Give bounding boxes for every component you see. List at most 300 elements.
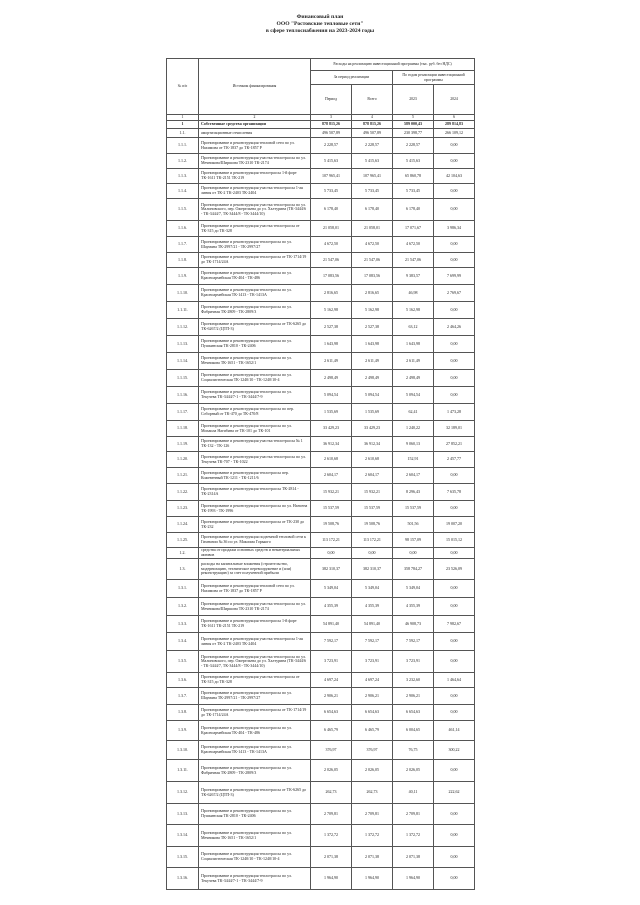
row-2024-value: 0,00 bbox=[434, 370, 475, 387]
row-source-name: Проектирование и реконструкция теплотрассы по пер. Соборный от ТК-470 до ТК-470/8 bbox=[199, 404, 311, 421]
row-number: 1.1.16. bbox=[167, 387, 199, 404]
row-2024-value: 0,00 bbox=[434, 353, 475, 370]
row-2024-value: 0,00 bbox=[434, 468, 475, 484]
table-row bbox=[167, 336, 475, 353]
row-period-value: 2 709,81 bbox=[311, 804, 352, 825]
table-row bbox=[167, 721, 475, 741]
row-2023-value: 358 784,27 bbox=[393, 559, 434, 580]
row-number: 1.1.23. bbox=[167, 501, 199, 517]
row-number: 1.3.10. bbox=[167, 741, 199, 760]
row-2023-value: 589 000,43 bbox=[393, 121, 434, 129]
row-period-value: 6 654,63 bbox=[311, 705, 352, 721]
row-2024-value: 7 635,78 bbox=[434, 484, 475, 501]
row-2023-value: 17 071,67 bbox=[393, 221, 434, 237]
row-period-value: 5 162,98 bbox=[311, 302, 352, 319]
row-number: 1.1.10. bbox=[167, 285, 199, 302]
row-number: 1.1.4. bbox=[167, 184, 199, 199]
row-number: 1.1.7. bbox=[167, 237, 199, 253]
row-period-value: 33 429,23 bbox=[311, 421, 352, 437]
row-total-value: 1 643,98 bbox=[352, 336, 393, 353]
row-number: 1.1.25. bbox=[167, 533, 199, 548]
row-total-value: 21 058,01 bbox=[352, 221, 393, 237]
document-title: Финансовый план bbox=[296, 14, 344, 20]
table-row bbox=[167, 501, 475, 517]
header-source: Источник финансирования bbox=[199, 59, 311, 115]
row-2024-value: 15 015,12 bbox=[434, 533, 475, 548]
row-2024-value: 0,00 bbox=[434, 237, 475, 253]
row-2024-value: 19 007,20 bbox=[434, 517, 475, 533]
row-total-value: 3 723,91 bbox=[352, 651, 393, 673]
row-2023-value: 9 383,57 bbox=[393, 268, 434, 285]
row-2023-value: 2 071,38 bbox=[393, 847, 434, 868]
row-total-value: 17 083,56 bbox=[352, 268, 393, 285]
row-total-value: 2 228,57 bbox=[352, 138, 393, 154]
row-number: 1.3.8. bbox=[167, 705, 199, 721]
table-body bbox=[167, 121, 475, 890]
row-source-name: Проектирование и реконструкция теплотрассы по ул. Социалистическая ТК-1240/10 - ТК-1240/10-4 bbox=[199, 370, 311, 387]
row-number: 1.3.7. bbox=[167, 688, 199, 705]
table-row bbox=[167, 533, 475, 548]
row-total-value: 2 071,38 bbox=[352, 847, 393, 868]
table-row bbox=[167, 598, 475, 616]
row-source-name: Проектирование и реконструкция теплотрассы по ул. Пушкинская ТК-2810 - ТК-2406 bbox=[199, 336, 311, 353]
table-row bbox=[167, 484, 475, 501]
row-period-value: 3 723,91 bbox=[311, 651, 352, 673]
row-2023-value: 2 906,21 bbox=[393, 688, 434, 705]
row-source-name: Проектирование и реконструкция теплотрассы по ул. Текучева ТК-3444/7-1 - ТК-3444/7-9 bbox=[199, 868, 311, 890]
row-period-value: 5 094,54 bbox=[311, 387, 352, 404]
row-total-value: 36 912,34 bbox=[352, 437, 393, 452]
row-source-name: Проектирование и реконструкция участка теплотрассы по ул. Малиновского, пер. Ожерельева до ул. Халтурина (ТК-3444/6 - ТК-3444/7, ТК-3444/8 - ТК-3444/10) bbox=[199, 651, 311, 673]
row-number: 1.1. bbox=[167, 129, 199, 138]
row-period-value: 0,00 bbox=[311, 548, 352, 559]
row-total-value: 1 372,72 bbox=[352, 825, 393, 847]
row-2023-value: 3 232,60 bbox=[393, 673, 434, 688]
table-row bbox=[167, 129, 475, 138]
row-total-value: 4 697,24 bbox=[352, 673, 393, 688]
row-period-value: 262,73 bbox=[311, 782, 352, 804]
row-number: 1.3.14. bbox=[167, 825, 199, 847]
row-total-value: 5 733,45 bbox=[352, 184, 393, 199]
row-2024-value: 7 982,67 bbox=[434, 616, 475, 633]
row-total-value: 7 592,17 bbox=[352, 633, 393, 651]
row-number: 1.1.14. bbox=[167, 353, 199, 370]
row-2023-value: 2 604,17 bbox=[393, 468, 434, 484]
row-number: 1.1.3. bbox=[167, 169, 199, 184]
row-period-value: 2 611,49 bbox=[311, 353, 352, 370]
table-row bbox=[167, 741, 475, 760]
row-period-value: 2 228,57 bbox=[311, 138, 352, 154]
table-row bbox=[167, 184, 475, 199]
table-row bbox=[167, 199, 475, 221]
row-2023-value: 7 592,17 bbox=[393, 633, 434, 651]
row-2024-value: 0,00 bbox=[434, 580, 475, 598]
row-2024-value: 27 852,21 bbox=[434, 437, 475, 452]
row-2023-value: 76,75 bbox=[393, 741, 434, 760]
row-total-value: 15 537,59 bbox=[352, 501, 393, 517]
row-source-name: Проектирование и реконструкция участка теплотрассы от ТК-315 до ТК-328 bbox=[199, 673, 311, 688]
table-row bbox=[167, 421, 475, 437]
table-row bbox=[167, 825, 475, 847]
row-total-value: 2 527,38 bbox=[352, 319, 393, 336]
column-index: 6 bbox=[434, 115, 475, 121]
row-number: 1.3.1. bbox=[167, 580, 199, 598]
row-2024-value: 0,00 bbox=[434, 847, 475, 868]
table-row bbox=[167, 169, 475, 184]
row-total-value: 5 094,54 bbox=[352, 387, 393, 404]
row-2023-value: 2 498,49 bbox=[393, 370, 434, 387]
row-number: 1.3.5. bbox=[167, 651, 199, 673]
header-year-2024: 2024 bbox=[434, 85, 475, 115]
row-2024-value: 23 526,09 bbox=[434, 559, 475, 580]
row-2023-value: 65 860,78 bbox=[393, 169, 434, 184]
row-2024-value: 0,00 bbox=[434, 387, 475, 404]
row-2023-value: 40,11 bbox=[393, 782, 434, 804]
row-source-name: Проектирование и реконструкция участка теплотрассы по ул. Малиновского, пер. Ожерельева до ул. Халтурина (ТК-3444/6 - ТК-3444/7, ТК-3444/8 - ТК-3444/10) bbox=[199, 199, 311, 221]
row-number: 1.3.3. bbox=[167, 616, 199, 633]
row-total-value: 496 507,89 bbox=[352, 129, 393, 138]
row-number: 1.1.13. bbox=[167, 336, 199, 353]
row-period-value: 6 178,40 bbox=[311, 199, 352, 221]
row-2023-value: 1 372,72 bbox=[393, 825, 434, 847]
row-2023-value: 4 355,39 bbox=[393, 598, 434, 616]
row-2023-value: 2 611,49 bbox=[393, 353, 434, 370]
row-number: 1.3.16. bbox=[167, 868, 199, 890]
row-2023-value: 5 415,63 bbox=[393, 154, 434, 169]
row-number: 1.1.19. bbox=[167, 437, 199, 452]
row-2023-value: 5 349,04 bbox=[393, 580, 434, 598]
row-source-name: Проектирование и реконструкция теплотрассы от ТК-230 до ТК-232 bbox=[199, 517, 311, 533]
row-period-value: 2 026,05 bbox=[311, 760, 352, 782]
row-total-value: 19 508,76 bbox=[352, 517, 393, 533]
row-number: 1.1.6. bbox=[167, 221, 199, 237]
table-row bbox=[167, 138, 475, 154]
organization-name: ООО "Ростовские тепловые сети" bbox=[276, 21, 364, 27]
row-total-value: 878 815,26 bbox=[352, 121, 393, 129]
row-source-name: амортизационные отчисления bbox=[199, 129, 311, 138]
row-number: 1.1.24. bbox=[167, 517, 199, 533]
row-total-value: 2 498,49 bbox=[352, 370, 393, 387]
row-source-name: Проектирование и реконструкция участка теплотрассы № 1 ТК-132 - ТК-126 bbox=[199, 437, 311, 452]
table-row bbox=[167, 705, 475, 721]
table-row bbox=[167, 616, 475, 633]
row-period-value: 496 507,89 bbox=[311, 129, 352, 138]
row-2024-value: 0,00 bbox=[434, 138, 475, 154]
row-total-value: 2 026,05 bbox=[352, 760, 393, 782]
row-source-name: Проектирование и реконструкция теплотрассы 1-й форт ТК-1611 ТК-2151 ТК-219 bbox=[199, 169, 311, 184]
document-subtitle: в сфере теплоснабжения на 2023-2024 годы bbox=[265, 28, 375, 34]
table-row bbox=[167, 517, 475, 533]
table-row bbox=[167, 548, 475, 559]
column-index: 1 bbox=[167, 115, 199, 121]
row-total-value: 107 965,41 bbox=[352, 169, 393, 184]
header-num: № п/п bbox=[167, 59, 199, 115]
financial-plan-table bbox=[166, 58, 475, 890]
table-row bbox=[167, 121, 475, 129]
table-row bbox=[167, 319, 475, 336]
row-period-value: 5 415,63 bbox=[311, 154, 352, 169]
header-total: Всего bbox=[352, 85, 393, 115]
row-2024-value: 0,00 bbox=[434, 199, 475, 221]
table-row bbox=[167, 370, 475, 387]
row-source-name: Проектирование и реконструкция тепловой сети по ул. Нахимова от ТК-1837 до ТК-1857 Р bbox=[199, 580, 311, 598]
row-2023-value: 1 964,90 bbox=[393, 868, 434, 890]
row-source-name: средства от продажи основных средств и нематериальных активов bbox=[199, 548, 311, 559]
row-2023-value: 62,41 bbox=[393, 404, 434, 421]
row-period-value: 7 592,17 bbox=[311, 633, 352, 651]
row-2024-value: 42 104,63 bbox=[434, 169, 475, 184]
row-source-name: Проектирование и реконструкция теплотрассы от ТК-6265 до ТК-6267/2 (ЦТП-3) bbox=[199, 782, 311, 804]
row-total-value: 1 535,69 bbox=[352, 404, 393, 421]
row-source-name: Проектирование и реконструкция теплотрассы от ТК-6265 до ТК-6267/2 (ЦТП-3) bbox=[199, 319, 311, 336]
row-total-value: 2 604,17 bbox=[352, 468, 393, 484]
row-number: 1.3.6. bbox=[167, 673, 199, 688]
row-2023-value: 1 240,22 bbox=[393, 421, 434, 437]
row-2024-value: 222,62 bbox=[434, 782, 475, 804]
row-total-value: 5 415,63 bbox=[352, 154, 393, 169]
row-source-name: Проектирование и реконструкция теплотрассы по ул. Красноармейская ТК-1413 - ТК-1413А bbox=[199, 741, 311, 760]
row-2023-value: 46 908,73 bbox=[393, 616, 434, 633]
row-period-value: 54 891,40 bbox=[311, 616, 352, 633]
row-number: 1 bbox=[167, 121, 199, 129]
row-period-value: 21 058,01 bbox=[311, 221, 352, 237]
row-number: 1.3.2. bbox=[167, 598, 199, 616]
table-row bbox=[167, 285, 475, 302]
column-index: 3 bbox=[311, 115, 352, 121]
row-total-value: 113 172,21 bbox=[352, 533, 393, 548]
row-2024-value: 0,00 bbox=[434, 633, 475, 651]
row-number: 1.1.18. bbox=[167, 421, 199, 437]
table-row bbox=[167, 404, 475, 421]
row-total-value: 15 932,21 bbox=[352, 484, 393, 501]
row-2023-value: 2 709,81 bbox=[393, 804, 434, 825]
row-2023-value: 6 178,40 bbox=[393, 199, 434, 221]
row-source-name: Проектирование и реконструкция теплотрассы по ул. Нансена ТК-1993 - ТК-1996 bbox=[199, 501, 311, 517]
row-total-value: 2 709,81 bbox=[352, 804, 393, 825]
row-period-value: 36 912,34 bbox=[311, 437, 352, 452]
row-2023-value: 230 398,77 bbox=[393, 129, 434, 138]
row-2023-value: 152,91 bbox=[393, 452, 434, 468]
row-source-name: Проектирование и реконструкция участка теплотрассы по ул. Текучева ТК-707 - ТК-1022 bbox=[199, 452, 311, 468]
row-number: 1.1.11. bbox=[167, 302, 199, 319]
row-period-value: 4 672,50 bbox=[311, 237, 352, 253]
table-row bbox=[167, 760, 475, 782]
row-number: 1.3.11. bbox=[167, 760, 199, 782]
row-2023-value: 3 723,91 bbox=[393, 651, 434, 673]
row-2023-value: 8 296,43 bbox=[393, 484, 434, 501]
row-total-value: 2 610,68 bbox=[352, 452, 393, 468]
row-period-value: 107 965,41 bbox=[311, 169, 352, 184]
row-period-value: 6 465,79 bbox=[311, 721, 352, 741]
row-period-value: 5 733,45 bbox=[311, 184, 352, 199]
row-2024-value: 0,00 bbox=[434, 184, 475, 199]
row-source-name: Проектирование и реконструкция подземной тепловой сети к Гимназии № 36 по ул. Максима Горького bbox=[199, 533, 311, 548]
header-expenses: Расходы на реализацию инвестиционной программы (тыс. руб. без НДС) bbox=[311, 59, 475, 71]
row-number: 1.3.13. bbox=[167, 804, 199, 825]
table-row bbox=[167, 804, 475, 825]
row-2023-value: 4 672,50 bbox=[393, 237, 434, 253]
row-number: 1.1.12. bbox=[167, 319, 199, 336]
row-2023-value: 15 537,59 bbox=[393, 501, 434, 517]
row-period-value: 17 083,56 bbox=[311, 268, 352, 285]
row-source-name: Проектирование и реконструкция теплотрассы по ул. Шаумяна ТК-2997/21 - ТК-2997/27 bbox=[199, 237, 311, 253]
row-2024-value: 0,00 bbox=[434, 804, 475, 825]
row-source-name: Проектирование и реконструкция теплотрассы от ТК-1714/19 до ТК-1714/24А bbox=[199, 253, 311, 268]
row-2024-value: 0,00 bbox=[434, 760, 475, 782]
row-total-value: 4 672,50 bbox=[352, 237, 393, 253]
row-total-value: 0,00 bbox=[352, 548, 393, 559]
row-2023-value: 63,12 bbox=[393, 319, 434, 336]
row-total-value: 262,73 bbox=[352, 782, 393, 804]
row-period-value: 113 172,21 bbox=[311, 533, 352, 548]
column-index: 2 bbox=[199, 115, 311, 121]
row-total-value: 1 964,90 bbox=[352, 868, 393, 890]
row-2024-value: 3 986,34 bbox=[434, 221, 475, 237]
row-source-name: Проектирование и реконструкция теплотрассы по ул. Красноармейская ТК-404 - ТК-486 bbox=[199, 268, 311, 285]
row-period-value: 2 498,49 bbox=[311, 370, 352, 387]
row-number: 1.1.9. bbox=[167, 268, 199, 285]
row-2024-value: 0,00 bbox=[434, 501, 475, 517]
table-row bbox=[167, 688, 475, 705]
row-number: 1.3. bbox=[167, 559, 199, 580]
table-row bbox=[167, 253, 475, 268]
row-2024-value: 2 769,67 bbox=[434, 285, 475, 302]
row-number: 1.1.17. bbox=[167, 404, 199, 421]
row-2024-value: 1 473,28 bbox=[434, 404, 475, 421]
row-total-value: 6 465,79 bbox=[352, 721, 393, 741]
table-row bbox=[167, 353, 475, 370]
row-period-value: 2 610,68 bbox=[311, 452, 352, 468]
row-number: 1.3.4. bbox=[167, 633, 199, 651]
row-total-value: 2 906,21 bbox=[352, 688, 393, 705]
row-number: 1.2. bbox=[167, 548, 199, 559]
row-total-value: 2 816,65 bbox=[352, 285, 393, 302]
table-row bbox=[167, 468, 475, 484]
row-period-value: 21 547,06 bbox=[311, 253, 352, 268]
row-source-name: Проектирование и реконструкция теплотрассы по ул. Мечникова ТК-1651 - ТК-1652/1 bbox=[199, 825, 311, 847]
table-row bbox=[167, 782, 475, 804]
row-2024-value: 1 464,64 bbox=[434, 673, 475, 688]
row-2024-value: 0,00 bbox=[434, 705, 475, 721]
table-row bbox=[167, 580, 475, 598]
row-source-name: Проектирование и реконструкция участка теплотрассы по ул. Мечникова/Ширшова ТК-2310 ТК-2174 bbox=[199, 154, 311, 169]
table-row bbox=[167, 559, 475, 580]
row-source-name: расходы на капитальные вложения (строительство, модернизацию, техническое перевооружение и (или) реконструкцию) за счет полученной прибыли bbox=[199, 559, 311, 580]
table-row bbox=[167, 237, 475, 253]
row-period-value: 1 372,72 bbox=[311, 825, 352, 847]
row-period-value: 15 537,59 bbox=[311, 501, 352, 517]
row-number: 1.1.15. bbox=[167, 370, 199, 387]
row-2024-value: 289 814,83 bbox=[434, 121, 475, 129]
row-2023-value: 2 228,57 bbox=[393, 138, 434, 154]
row-source-name: Проектирование и реконструкция теплотрассы по ул. Социалистическая ТК-1240/10 - ТК-1240/10-4 bbox=[199, 847, 311, 868]
table-row bbox=[167, 633, 475, 651]
row-period-value: 2 071,38 bbox=[311, 847, 352, 868]
row-2024-value: 0,00 bbox=[434, 868, 475, 890]
table-row bbox=[167, 437, 475, 452]
table-row bbox=[167, 268, 475, 285]
row-source-name: Проектирование и реконструкция теплотрассы по ул. Шаумяна ТК-2997/21 - ТК-2997/27 bbox=[199, 688, 311, 705]
row-source-name: Проектирование и реконструкция теплотрассы по ул. Текучева ТК-3444/7-1 - ТК-3444/7-9 bbox=[199, 387, 311, 404]
row-number: 1.1.8. bbox=[167, 253, 199, 268]
row-2024-value: 0,00 bbox=[434, 688, 475, 705]
row-2024-value: 0,00 bbox=[434, 336, 475, 353]
row-source-name: Проектирование и реконструкция теплотрассы 1-й форт ТК-1611 ТК-2151 ТК-219 bbox=[199, 616, 311, 633]
row-number: 1.1.5. bbox=[167, 199, 199, 221]
row-total-value: 54 891,40 bbox=[352, 616, 393, 633]
row-2024-value: 0,00 bbox=[434, 253, 475, 268]
table-row bbox=[167, 221, 475, 237]
row-period-value: 1 643,98 bbox=[311, 336, 352, 353]
row-total-value: 21 547,06 bbox=[352, 253, 393, 268]
row-2023-value: 0,00 bbox=[393, 548, 434, 559]
row-period-value: 2 604,17 bbox=[311, 468, 352, 484]
header-year-2023: 2023 bbox=[393, 85, 434, 115]
header-period: Период bbox=[311, 85, 352, 115]
table-row bbox=[167, 452, 475, 468]
row-2024-value: 2 457,77 bbox=[434, 452, 475, 468]
row-period-value: 19 508,76 bbox=[311, 517, 352, 533]
row-period-value: 376,97 bbox=[311, 741, 352, 760]
row-2023-value: 21 547,06 bbox=[393, 253, 434, 268]
row-2023-value: 2 026,05 bbox=[393, 760, 434, 782]
row-2024-value: 266 109,12 bbox=[434, 129, 475, 138]
row-period-value: 4 355,39 bbox=[311, 598, 352, 616]
row-number: 1.3.15. bbox=[167, 847, 199, 868]
row-source-name: Проектирование и реконструкция участка теплотрассы 1-ая линия от ТК-2 ТК-2403 ТК-2404 bbox=[199, 633, 311, 651]
row-2024-value: 0,00 bbox=[434, 651, 475, 673]
table-row bbox=[167, 673, 475, 688]
row-number: 1.3.9. bbox=[167, 721, 199, 741]
header-by-years: По годам реализации инвестиционной программы bbox=[393, 71, 475, 85]
row-2024-value: 461,14 bbox=[434, 721, 475, 741]
row-source-name: Проектирование и реконструкция участка теплотрассы 1-ая линия от ТК-2 ТК-2403 ТК-2404 bbox=[199, 184, 311, 199]
row-period-value: 2 816,65 bbox=[311, 285, 352, 302]
row-source-name: Проектирование и реконструкция теплотрассы по ул. Михаила Нагибина от ТК-101 до ТК-101 bbox=[199, 421, 311, 437]
row-source-name: Проектирование и реконструкция участка теплотрассы по ул. Мечникова/Ширшова ТК-2310 ТК-2174 bbox=[199, 598, 311, 616]
row-total-value: 382 310,37 bbox=[352, 559, 393, 580]
column-index: 4 bbox=[352, 115, 393, 121]
row-2024-value: 7 699,99 bbox=[434, 268, 475, 285]
row-total-value: 5 162,98 bbox=[352, 302, 393, 319]
column-index: 5 bbox=[393, 115, 434, 121]
row-2023-value: 5 162,98 bbox=[393, 302, 434, 319]
row-2024-value: 2 464,26 bbox=[434, 319, 475, 336]
row-period-value: 5 349,04 bbox=[311, 580, 352, 598]
row-period-value: 4 697,24 bbox=[311, 673, 352, 688]
table-row bbox=[167, 868, 475, 890]
row-2024-value: 0,00 bbox=[434, 598, 475, 616]
row-period-value: 15 932,21 bbox=[311, 484, 352, 501]
row-source-name: Проектирование и реконструкция теплотрассы по ул. Пушкинская ТК-2810 - ТК-2406 bbox=[199, 804, 311, 825]
row-total-value: 4 355,39 bbox=[352, 598, 393, 616]
row-2024-value: 300,22 bbox=[434, 741, 475, 760]
header-total-period: За период реализации bbox=[311, 71, 393, 85]
row-2023-value: 501,56 bbox=[393, 517, 434, 533]
row-number: 1.1.21. bbox=[167, 468, 199, 484]
row-source-name: Проектирование и реконструкция теплотрассы ТК-2814 - ТК-2314А bbox=[199, 484, 311, 501]
row-number: 1.1.1. bbox=[167, 138, 199, 154]
table-row bbox=[167, 387, 475, 404]
row-period-value: 2 906,21 bbox=[311, 688, 352, 705]
row-2024-value: 0,00 bbox=[434, 825, 475, 847]
row-2023-value: 46,98 bbox=[393, 285, 434, 302]
row-source-name: Проектирование и реконструкция теплотрассы по ул. Красноармейская ТК-404 - ТК-486 bbox=[199, 721, 311, 741]
row-total-value: 5 349,04 bbox=[352, 580, 393, 598]
row-2024-value: 0,00 bbox=[434, 154, 475, 169]
row-total-value: 6 178,40 bbox=[352, 199, 393, 221]
row-number: 1.1.22. bbox=[167, 484, 199, 501]
